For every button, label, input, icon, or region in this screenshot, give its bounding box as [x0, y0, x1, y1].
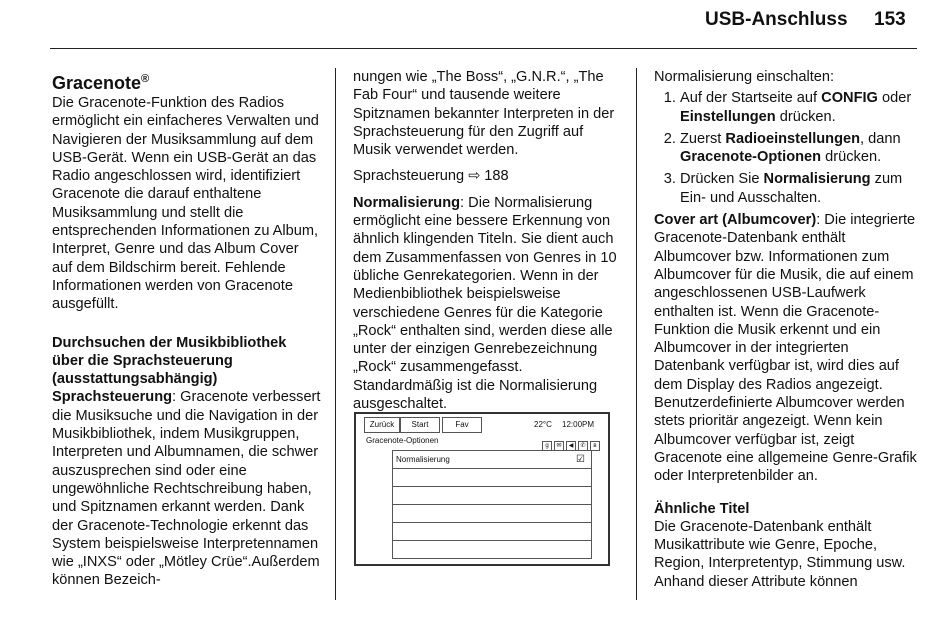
screen-temperature: 22°C	[534, 420, 552, 429]
column-divider-2	[636, 68, 637, 600]
screen-row-empty	[392, 523, 592, 541]
screen-row-empty	[392, 487, 592, 505]
bluetooth-icon: ʙ	[590, 441, 600, 451]
reference-page: 188	[484, 168, 509, 185]
step-item: 2. Zuerst Radioeinstellungen, dann Gracenote-Optionen drücken.	[680, 130, 922, 167]
column-3	[654, 68, 922, 591]
screen-top-bar	[356, 414, 608, 432]
voice-control-label: Sprachsteuerung	[52, 389, 173, 406]
cross-reference: Sprachsteuerung ⇨ 188	[353, 168, 509, 185]
cover-art-label: Cover art (Albumcover)	[654, 212, 817, 229]
phone-icon: ✆	[578, 441, 588, 451]
screen-clock: 12:00PM	[562, 420, 595, 429]
screen-tab-fav: Fav	[442, 417, 482, 433]
checkbox-checked-icon: ☑	[576, 454, 585, 465]
screen-row-empty	[392, 541, 592, 559]
audio-icon: ◀	[566, 441, 576, 451]
step-item: 1. Auf der Startseite auf CONFIG oder Einstellungen drücken.	[680, 89, 922, 126]
screen-subtitle: Gracenote-Optionen	[366, 436, 439, 445]
column-divider-1	[335, 68, 336, 600]
gracenote-options-screen-illustration	[354, 412, 610, 566]
gracenote-icon: g	[542, 441, 552, 451]
screen-tab-start: Start	[400, 417, 440, 433]
step-item: 3. Drücken Sie Normalisierung zum Ein- und Ausschalten.	[680, 170, 922, 207]
subheading-voice-browse: Durchsuchen der Musikbibliothek über die Sprachsteuerung (ausstattungsabhängig)	[52, 334, 287, 388]
similar-tracks-paragraph: Die Gracenote-Datenbank enthält Musikattribute wie Genre, Epoche, Region, Interpretentyp, Stimmung usw. Anhand dieser Attribute können	[654, 518, 906, 590]
voice-control-paragraph: Sprachsteuerung: Gracenote verbessert die Musiksuche und die Navigation in der Musikbibliothek, indem Musikgruppen, Interpreten und Albumnamen, die schwer auszusprechen sind oder eine ungewöhnliche Rechtschreibung haben, und Spitznamen erkannt werden. Dank der Gracenote-Technologie erkennt das System beispielsweise Interpretennamen wie „INXS“ oder „Mötley Crüe“.Außerdem können Bezeich-	[52, 389, 321, 589]
column-2	[353, 68, 623, 413]
column-1	[52, 68, 322, 590]
cover-art-paragraph: Cover art (Albumcover): Die integrierte Gracenote-Datenbank enthält Albumcover bzw. Informationen zum Albumcover für die Musik, die auf einem angeschlossenen USB-Laufwerk enthalten ist. Wenn die Gracenote-Funktion die Musik erkennt und ein Albumcover in der integrierten Datenbank verfügbar ist, wird dies auf dem Display des Radios angezeigt. Benutzerdefinierte Albumcover werden stets prioritär angezeigt. Wenn kein Albumcover verfügbar ist, zeigt Gracenote eine allgemeine Genre-Grafik oder Interpretenbilder an.	[654, 212, 917, 485]
screen-options-list	[392, 450, 592, 559]
page-reference-arrow-icon: ⇨	[468, 168, 481, 185]
section-heading-gracenote: Gracenote®	[52, 73, 150, 93]
registered-mark: ®	[141, 73, 150, 85]
gracenote-intro-paragraph: Die Gracenote-Funktion des Radios ermöglicht ein einfacheres Verwalten und Navigieren der Musiksammlung auf dem USB-Gerät. Wenn ein USB-Gerät an das Radio angeschlossen wird, identifiziert Gracenote die darauf enthaltene Musiksammlung und stellt die entsprechenden Informationen zu Album, Interpret, Genre und das Album Cover auf dem Bildschirm bereit. Fehlende Informationen werden von Gracenote ausgefüllt.	[52, 95, 319, 313]
running-header-title: USB-Anschluss	[705, 9, 848, 30]
envelope-icon: ✉	[554, 441, 564, 451]
enable-normalization-intro: Normalisierung einschalten:	[654, 69, 835, 85]
screen-row-empty	[392, 505, 592, 523]
nicknames-paragraph: nungen wie „The Boss“, „G.N.R.“, „The Fab Four“ und tausende weitere Spitznamen bekannter Interpreten in der Sprachsteuerung für den Zugriff auf Musik verwendet werden.	[353, 69, 615, 159]
screen-tab-back: Zurück	[364, 417, 400, 433]
normalization-label: Normalisierung	[353, 194, 461, 211]
normalization-steps	[654, 89, 922, 207]
screen-row-normalization: Normalisierung ☑	[392, 450, 592, 469]
page-number: 153	[874, 9, 906, 30]
header-rule	[50, 48, 917, 49]
normalization-paragraph: Normalisierung: Die Normalisierung ermöglicht eine bessere Erkennung von ähnlich klingenden Titeln. Sie dient auch dem Zusammenfassen von Genres in 10 übliche Genrekategorien. Wenn in der Medienbibliothek beispielsweise verschiedene Genres für die Kategorie „Rock“ enthalten sind, werden diese alle unter der einzigen Genrebezeichnung „Rock“ zusammengefasst. Standardmäßig ist die Normalisierung ausgeschaltet.	[353, 194, 617, 413]
screen-row-empty	[392, 469, 592, 487]
similar-tracks-heading: Ähnliche Titel	[654, 500, 750, 517]
